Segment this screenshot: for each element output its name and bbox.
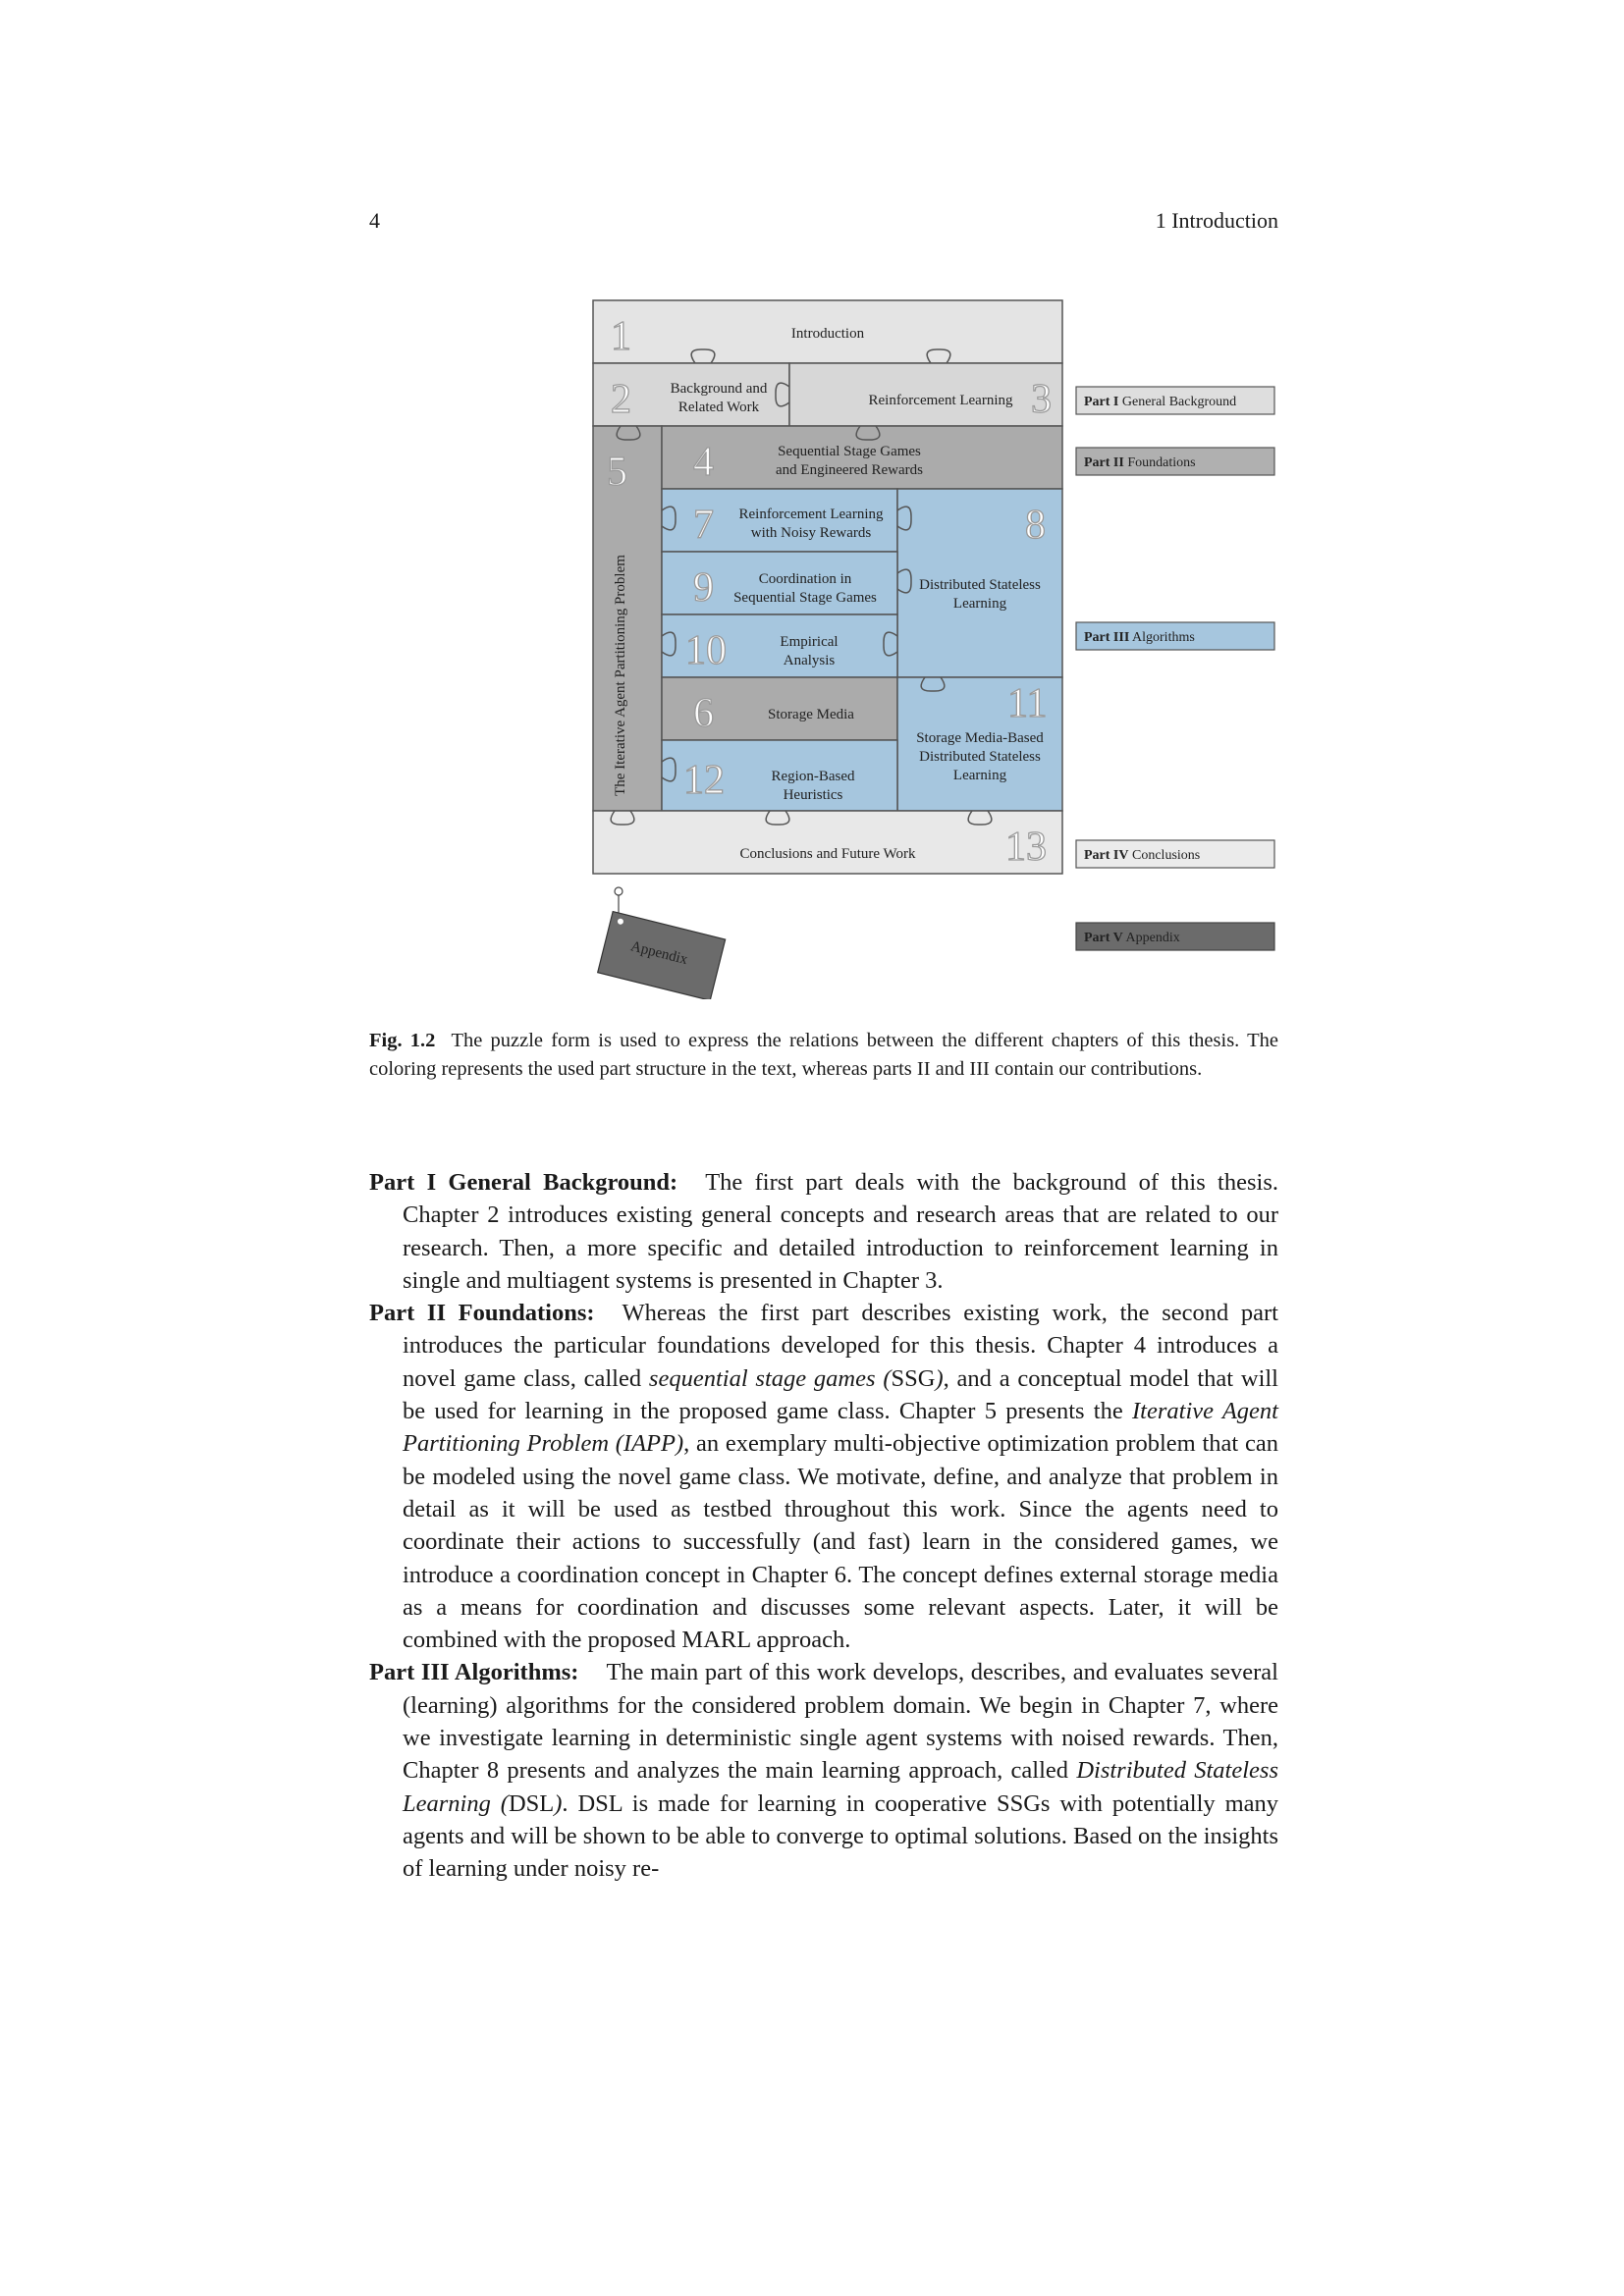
legend-part-1: [1076, 387, 1274, 414]
svg-text:Reinforcement Learning: Reinforcement Learning: [738, 507, 884, 522]
piece-10: [662, 614, 897, 677]
svg-text:Learning: Learning: [952, 768, 1007, 783]
part-description: [369, 1656, 1278, 1885]
part-text: The first part deals with the background of this thesis. Chapter 2 introduces existing general concepts and research areas that are related to our research. Then, a more specific and detailed introduction to reinforcement learning in single and multiagent systems is presented in Chapter 3.: [403, 1169, 1278, 1294]
svg-text:Sequential Stage Games: Sequential Stage Games: [778, 444, 921, 459]
svg-text:8: 8: [1025, 503, 1046, 548]
svg-text:1: 1: [611, 314, 631, 359]
svg-text:Heuristics: Heuristics: [783, 787, 843, 803]
svg-text:Empirical: Empirical: [780, 634, 839, 650]
svg-text:Background and: Background and: [670, 381, 768, 397]
part-text: , an exemplary multi-objective optimization problem that can be modeled using the novel game class. We motivate, define, and analyze that problem in detail as it will be used as testbed throughout this work. Since the agents need to coordinate their actions to successfully (and fast) learn in the considered games, we introduce a coordination concept in Chapter 6. The concept defines external storage media as a means for coordination and discusses some relevant aspects. Later, it will be combined with the proposed MARL approach.: [403, 1430, 1278, 1654]
svg-text:Learning: Learning: [952, 596, 1007, 612]
part-text: . DSL is made for learning in cooperative SSGs with potentially many agents and will be shown to be able to converge to optimal solutions. Based on the insights of learning under noisy re-: [403, 1789, 1279, 1883]
svg-text:10: 10: [685, 628, 727, 673]
part-description: [369, 1166, 1278, 1297]
svg-text:The Iterative Agent Partitioni: The Iterative Agent Partitioning Problem: [613, 555, 628, 796]
legend-part-4: [1076, 840, 1274, 868]
legend-part-5: [1076, 923, 1274, 950]
caption-text: The puzzle form is used to express the relations between the different chapters of this thesis. The coloring represents the used part structure in the text, whereas parts II and III contain our contributions.: [369, 1030, 1278, 1080]
piece-11: [897, 677, 1062, 811]
piece-8: [897, 489, 1062, 677]
part-text: Iterative Agent Partitioning Problem (IAPP): [403, 1398, 1278, 1458]
svg-text:12: 12: [683, 758, 725, 803]
svg-text:with Noisy Rewards: with Noisy Rewards: [750, 525, 872, 541]
appendix-tag: [598, 887, 726, 999]
svg-text:13: 13: [1005, 825, 1047, 870]
page-number: 4: [369, 208, 380, 233]
part-title: Part I General Background:: [369, 1169, 678, 1196]
part-text: DSL: [508, 1789, 555, 1817]
svg-text:Reinforcement Learning: Reinforcement Learning: [868, 393, 1013, 408]
svg-text:7: 7: [693, 503, 714, 548]
part-text: Whereas the first part describes existing work, the second part introduces the particular foundations developed for this thesis. Chapter 4 introduces a novel game class, called: [403, 1300, 1278, 1392]
svg-text:6: 6: [693, 691, 714, 736]
svg-text:Part IV Conclusions: Part IV Conclusions: [1084, 848, 1201, 863]
svg-text:and Engineered Rewards: and Engineered Rewards: [776, 462, 923, 478]
legend-part-3: [1076, 622, 1274, 650]
piece-3: [789, 363, 1062, 426]
piece-12: [662, 740, 897, 811]
svg-text:Part V Appendix: Part V Appendix: [1084, 931, 1180, 945]
svg-text:4: 4: [693, 440, 714, 485]
svg-text:Storage Media-Based: Storage Media-Based: [916, 730, 1044, 746]
svg-text:Part III Algorithms: Part III Algorithms: [1084, 630, 1195, 645]
legend-part-2: [1076, 448, 1274, 475]
body-text: [369, 1166, 1278, 1886]
page-header: [369, 208, 1278, 238]
chapter-puzzle-figure: [579, 293, 1286, 999]
svg-text:Part II Foundations: Part II Foundations: [1084, 455, 1196, 470]
svg-text:Distributed Stateless: Distributed Stateless: [919, 577, 1041, 593]
part-text: , and a conceptual model that will be used for learning in the proposed game class. Chapter 5 presents the: [403, 1364, 1278, 1425]
svg-text:Analysis: Analysis: [783, 653, 836, 668]
svg-text:Appendix: Appendix: [628, 938, 689, 969]
part-text: ): [554, 1789, 563, 1817]
svg-text:Part I General Background: Part I General Background: [1084, 395, 1237, 409]
svg-text:Storage Media: Storage Media: [768, 707, 854, 722]
svg-text:3: 3: [1031, 377, 1052, 422]
svg-text:Sequential Stage Games: Sequential Stage Games: [733, 590, 877, 606]
svg-text:Conclusions and Future Work: Conclusions and Future Work: [739, 846, 916, 862]
part-text: sequential stage games (: [648, 1364, 892, 1392]
svg-text:Coordination in: Coordination in: [758, 571, 852, 587]
part-text: The main part of this work develops, describes, and evaluates several (learning) algorithms for the considered problem domain. We begin in Chapter 7, where we investigate learning in deterministic single agent systems with noised rewards. Then, Chapter 8 presents and analyzes the main learning approach, called: [403, 1659, 1278, 1785]
running-title: 1 Introduction: [1155, 208, 1278, 233]
piece-5: [593, 426, 662, 811]
part-text: ): [935, 1364, 944, 1392]
svg-text:Distributed Stateless: Distributed Stateless: [919, 749, 1041, 765]
caption-label: Fig. 1.2: [369, 1030, 436, 1051]
svg-text:Related Work: Related Work: [677, 400, 760, 415]
piece-7: [662, 489, 897, 552]
piece-9: [662, 552, 897, 614]
svg-text:Region-Based: Region-Based: [771, 769, 855, 784]
piece-2: [593, 363, 789, 426]
part-description: [369, 1297, 1278, 1656]
piece-1: [593, 300, 1062, 363]
part-text: Distributed Stateless Learning (: [403, 1757, 1278, 1817]
part-text: SSG: [891, 1364, 936, 1392]
piece-4: [662, 426, 1062, 489]
svg-text:Introduction: Introduction: [790, 326, 865, 342]
part-title: Part II Foundations:: [369, 1300, 595, 1327]
figure-caption: [369, 1027, 1278, 1084]
svg-text:2: 2: [611, 377, 631, 422]
piece-6: [662, 677, 897, 740]
svg-text:9: 9: [693, 565, 714, 611]
svg-text:11: 11: [1007, 681, 1048, 726]
svg-text:5: 5: [607, 450, 627, 495]
part-title: Part III Algorithms:: [369, 1659, 579, 1686]
